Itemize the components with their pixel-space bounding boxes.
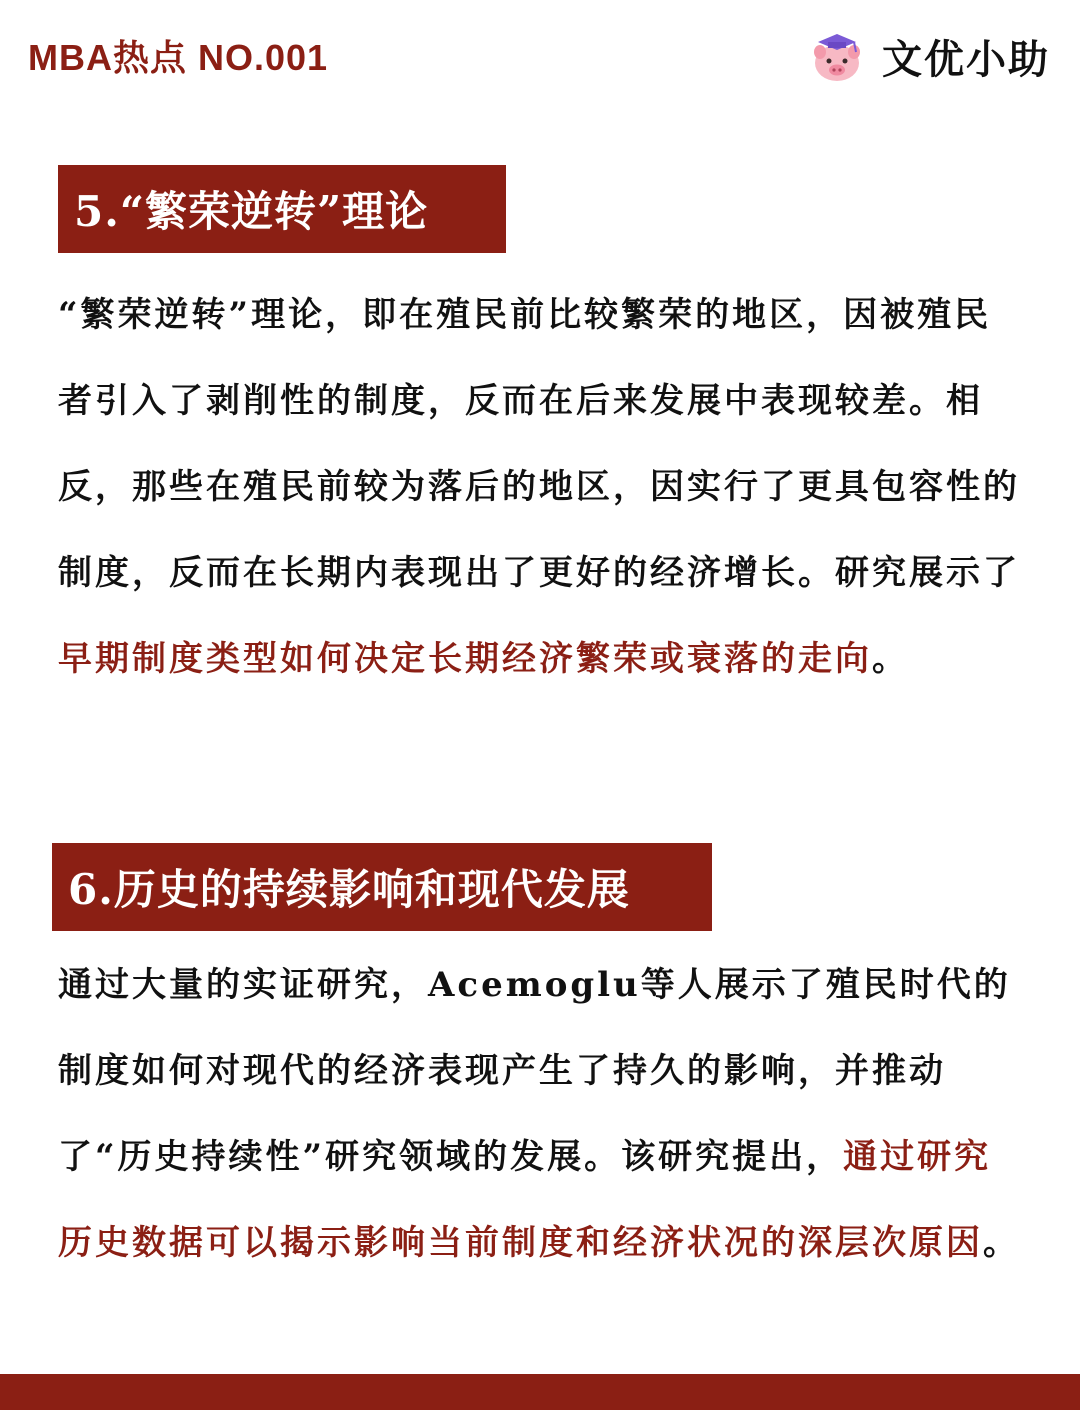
section-body-6 <box>58 942 1026 1286</box>
body-text: 通过大量的实证研究，Acemoglu等人展示了殖民时代的制度如何对现代的经济表现产生了持久的影响，并推动了“历史持续性”研究领域的发展。该研究提出， <box>58 965 1011 1177</box>
body-tail: 。 <box>872 639 909 679</box>
section-title-6: 6.历史的持续影响和现代发展 <box>52 843 712 931</box>
footer-bar <box>0 1374 1080 1410</box>
section-title-5: 5.“繁荣逆转”理论 <box>58 165 506 253</box>
section-body-5 <box>58 272 1026 702</box>
brand <box>810 28 1050 85</box>
body-highlight: 早期制度类型如何决定长期经济繁荣或衰落的走向 <box>58 639 872 679</box>
body-highlight: 通过研究历史数据可以揭示影响当前制度和经济状况的深层次原因 <box>58 1137 992 1263</box>
body-tail: 。 <box>983 1223 1020 1263</box>
body-text: “繁荣逆转”理论，即在殖民前比较繁荣的地区，因被殖民者引入了剥削性的制度，反而在后来发展中表现较差。相反，那些在殖民前较为落后的地区，因实行了更具包容性的制度，反而在长期内表现出了更好的经济增长。研究展示了 <box>58 295 1020 593</box>
pig-mascot-icon <box>810 30 864 84</box>
brand-name: 文优小助 <box>882 37 1050 83</box>
header-tag: MBA热点 NO.001 <box>28 37 329 78</box>
